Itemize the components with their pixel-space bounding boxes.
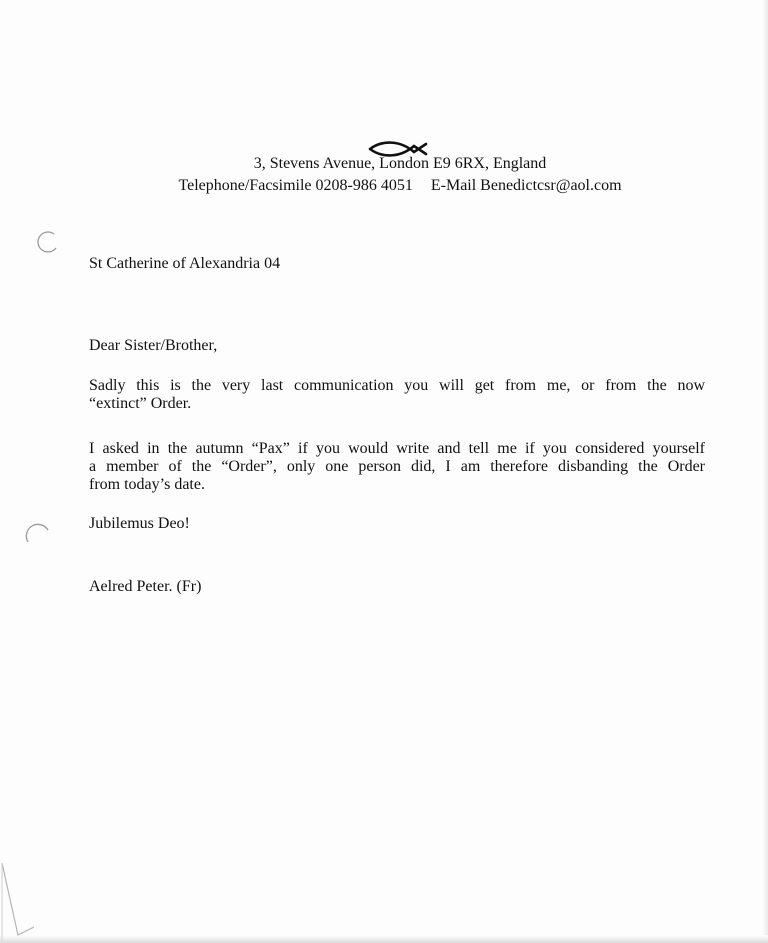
letterhead-address: 3, Stevens Avenue, London E9 6RX, England (253, 155, 547, 172)
paragraph-line: a member of the “Order”, only one person did, I am therefore disbanding the Order (89, 458, 705, 475)
salutation: Dear Sister/Brother, (89, 337, 218, 354)
paragraph-line: Sadly this is the very last communication you will get from me, or from the now (89, 377, 705, 394)
folded-corner-mark (0, 823, 60, 943)
paragraph-line: “extinct” Order. (89, 395, 192, 412)
body-paragraph (89, 440, 705, 494)
letterhead-contact (0, 176, 768, 196)
page-edge-shadow (762, 0, 768, 943)
paragraph-line: I asked in the autumn “Pax” if you would write and tell me if you considered yourself (89, 440, 705, 457)
signature-line: Aelred Peter. (Fr) (89, 578, 202, 595)
telephone-text: Telephone/Facsimile 0208-986 4051 (178, 177, 413, 194)
body-paragraph (89, 377, 705, 413)
email-text: E-Mail Benedictcsr@aol.com (430, 177, 622, 194)
punch-hole-mark (32, 228, 62, 258)
paragraph-line: from today’s date. (89, 476, 205, 493)
page-bottom-shadow (0, 935, 768, 943)
punch-hole-mark (24, 522, 54, 552)
closing-line: Jubilemus Deo! (89, 515, 190, 532)
letter-date: St Catherine of Alexandria 04 (89, 255, 281, 272)
